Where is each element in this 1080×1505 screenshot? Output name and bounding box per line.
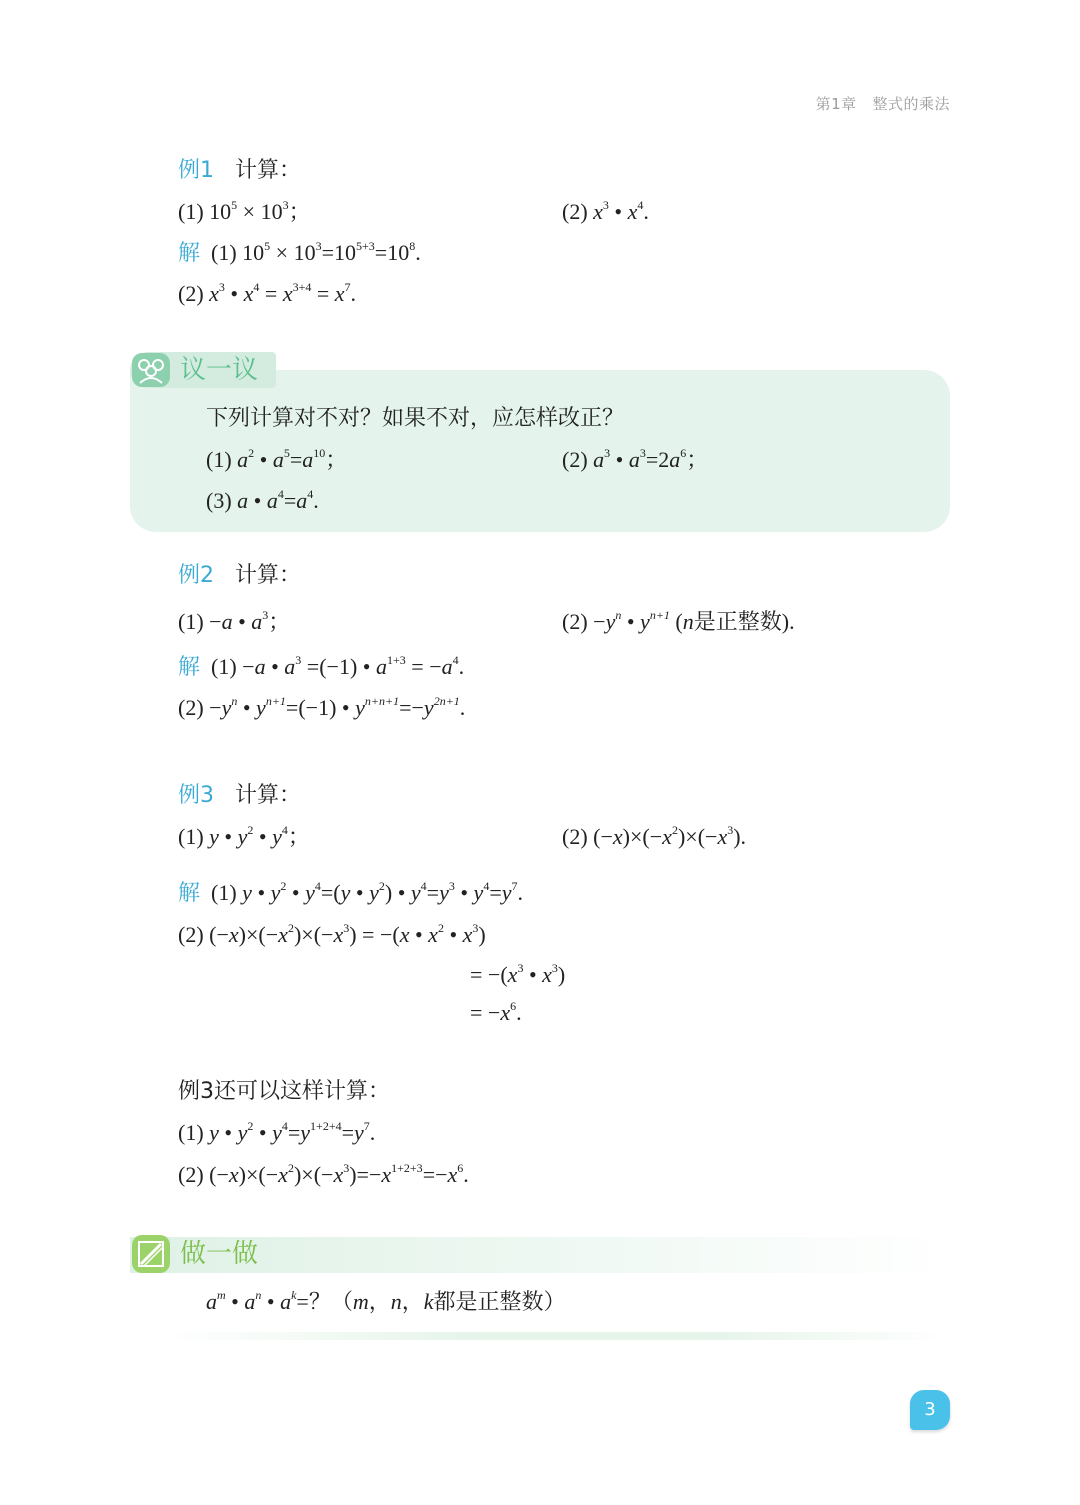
discuss-item-2: (2) $a^3$ • $a^3=2a^6$； [562,445,709,472]
chapter-title: 整式的乘法 [872,95,950,113]
example-3-solution-2-line-2: = $-(x^3$ • $x^3$) [470,960,566,987]
alternative-method-2: (2) $(-x)\times(-x^2)\times(-x^3)=-x^{1+2+3}=-x^6$. [178,1160,469,1187]
discuss-title: 议一议 [180,355,259,385]
example-2-solution-1: 解 (1) −a • $a^3 =(-1)$ • $a^{1+3} = -a^4$. [178,652,465,680]
example-3-solution-1: 解 (1) y • $y^2$ • $y^4=(y$ • $y^2$) • $y^4=y^3$ • $y^4=y^7$. [178,878,523,906]
discuss-item-1: (1) $a^2$ • $a^5=a^{10}$； [206,445,348,472]
example-3-solution-2-line-1: (2) $(-x)\times(-x^2)\times(-x^3) = -(x$ • $x^2$ • $x^3$) [178,920,486,947]
example-2-heading [178,562,301,590]
example-2-problem-1: (1) −a • $a^3$； [178,607,291,634]
example-3-label: 例3 [178,783,214,808]
do-it-title: 做一做 [180,1239,259,1269]
example-3-heading [178,782,301,810]
example-1-solution-2: (2) $x^3$ • $x^4 = x^{3+4} = x^7$. [178,279,357,306]
people-group-icon [132,353,170,387]
do-it-divider [160,1332,950,1340]
example-3-prompt: 计算： [234,783,301,808]
discuss-item-3: (3) a • $a^4=a^4$. [206,486,319,513]
example-2-label: 例2 [178,563,214,588]
example-1-solution-1: 解 (1) $10^5 \times 10^3=10^{5+3}=10^8$. [178,238,421,266]
example-2-prompt: 计算： [234,563,301,588]
example-3-problem-1: (1) y • $y^2$ • $y^4$； [178,822,310,849]
discuss-question: 下列计算对不对？如果不对，应怎样改正？ [206,406,625,431]
example-1-prompt: 计算： [234,158,301,183]
page-number-badge: 3 [910,1390,950,1430]
example-2-problem-2: $(2) -y^n$ • $y^{n+1}$ (n是正整数). [562,607,795,635]
alternative-method-1: (1) y • $y^2$ • $y^4=y^{1+2+4}=y^7$. [178,1118,376,1145]
example-2-solution-2: $(2) -y^n$ • $y^{n+1}=(-1)$ • $y^{n+n+1}=-y^{2n+1}$. [178,693,466,720]
alternative-method-intro: 例3还可以这样计算： [178,1079,390,1104]
example-1-label: 例1 [178,158,214,183]
solution-label: 解 [178,241,201,266]
running-header [816,93,950,114]
chapter-number: 第1章 [815,95,857,113]
example-1-problem-1: (1) $10^5 \times 10^3$； [178,197,311,224]
pencil-ruler-icon [132,1235,170,1273]
do-it-question: $a^m$ • $a^n$ • $a^k=$？（m，n，k都是正整数） [206,1287,566,1315]
example-3-problem-2: (2) $(-x)\times(-x^2)\times(-x^3)$. [562,822,747,849]
example-1-heading [178,157,301,185]
example-1-problem-2: (2) $x^3$ • $x^4$. [562,197,649,224]
example-3-solution-2-line-3: = $-x^6$. [470,998,522,1025]
